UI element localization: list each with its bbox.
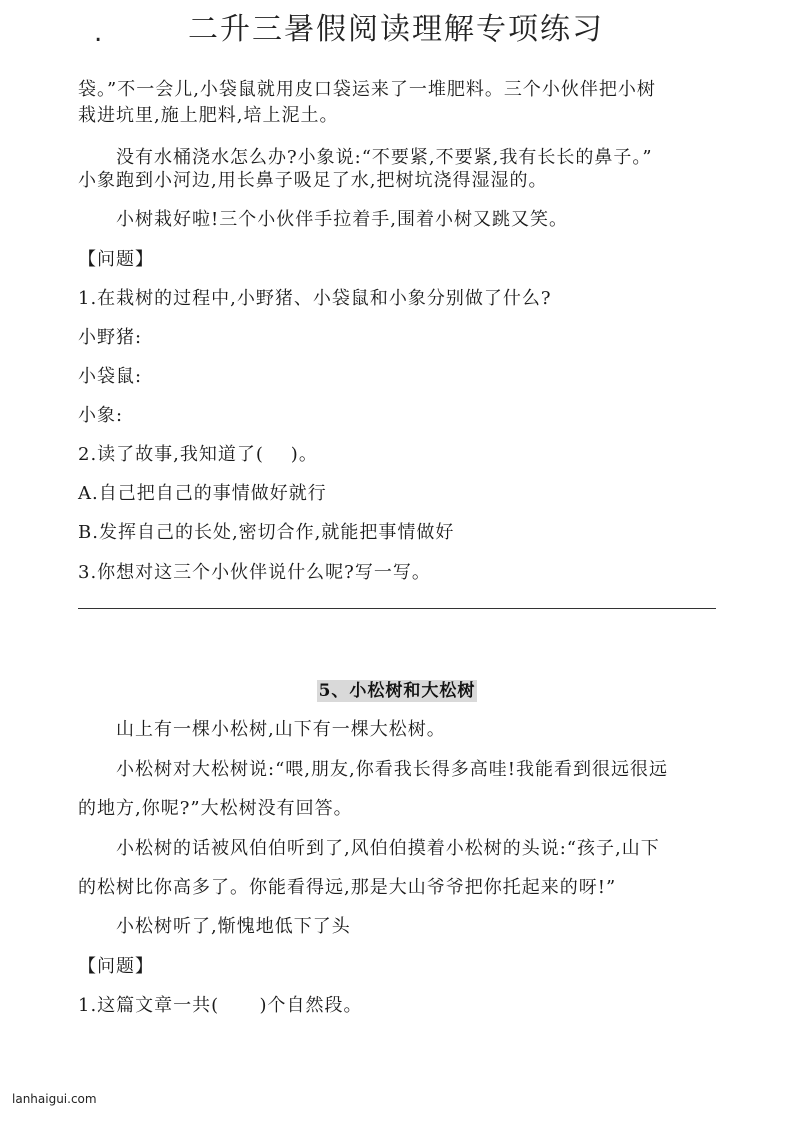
answer-prompt: 小象: <box>78 405 124 426</box>
question-item: 1.这篇文章一共( )个自然段。 <box>78 995 363 1016</box>
story4-line: 袋。”不一会儿,小袋鼠就用皮口袋运来了一堆肥料。三个小伙伴把小树 <box>78 79 656 100</box>
story5-line: 的地方,你呢?”大松树没有回答。 <box>78 798 353 819</box>
story5-line: 小松树听了,惭愧地低下了头 <box>116 916 351 937</box>
story5-line: 小松树对大松树说:“喂,朋友,你看我长得多高哇!我能看到很远很远 <box>116 759 668 780</box>
answer-line <box>78 608 716 609</box>
question-label: 【问题】 <box>78 249 154 270</box>
question-item: 2.读了故事,我知道了( )。 <box>78 444 318 465</box>
question-label: 【问题】 <box>78 956 154 977</box>
story4-line: 栽进坑里,施上肥料,培上泥土。 <box>78 105 339 126</box>
page-title: 二升三暑假阅读理解专项练习 <box>188 12 604 47</box>
story5-line: 的松树比你高多了。你能看得远,那是大山爷爷把你托起来的呀!” <box>78 877 617 898</box>
choice-option: A.自己把自己的事情做好就行 <box>78 483 327 504</box>
question-item: 1.在栽树的过程中,小野猪、小袋鼠和小象分别做了什么? <box>78 288 552 309</box>
header-marker: . <box>94 18 103 48</box>
answer-prompt: 小袋鼠: <box>78 366 143 387</box>
section-heading-text: 5、小松树和大松树 <box>318 681 476 701</box>
footer-site: lanhaigui.com <box>12 1092 97 1106</box>
story5-line: 小松树的话被风伯伯听到了,风伯伯摸着小松树的头说:“孩子,山下 <box>116 838 660 859</box>
section-heading <box>0 680 794 702</box>
question-item: 3.你想对这三个小伙伴说什么呢?写一写。 <box>78 562 431 583</box>
story4-line: 小树栽好啦!三个小伙伴手拉着手,围着小树又跳又笑。 <box>116 209 568 230</box>
choice-option: B.发挥自己的长处,密切合作,就能把事情做好 <box>78 522 455 543</box>
story4-line: 小象跑到小河边,用长鼻子吸足了水,把树坑浇得湿湿的。 <box>78 170 548 191</box>
story5-line: 山上有一棵小松树,山下有一棵大松树。 <box>116 719 446 740</box>
story4-line: 没有水桶浇水怎么办?小象说:“不要紧,不要紧,我有长长的鼻子。” <box>116 147 653 168</box>
answer-prompt: 小野猪: <box>78 327 143 348</box>
